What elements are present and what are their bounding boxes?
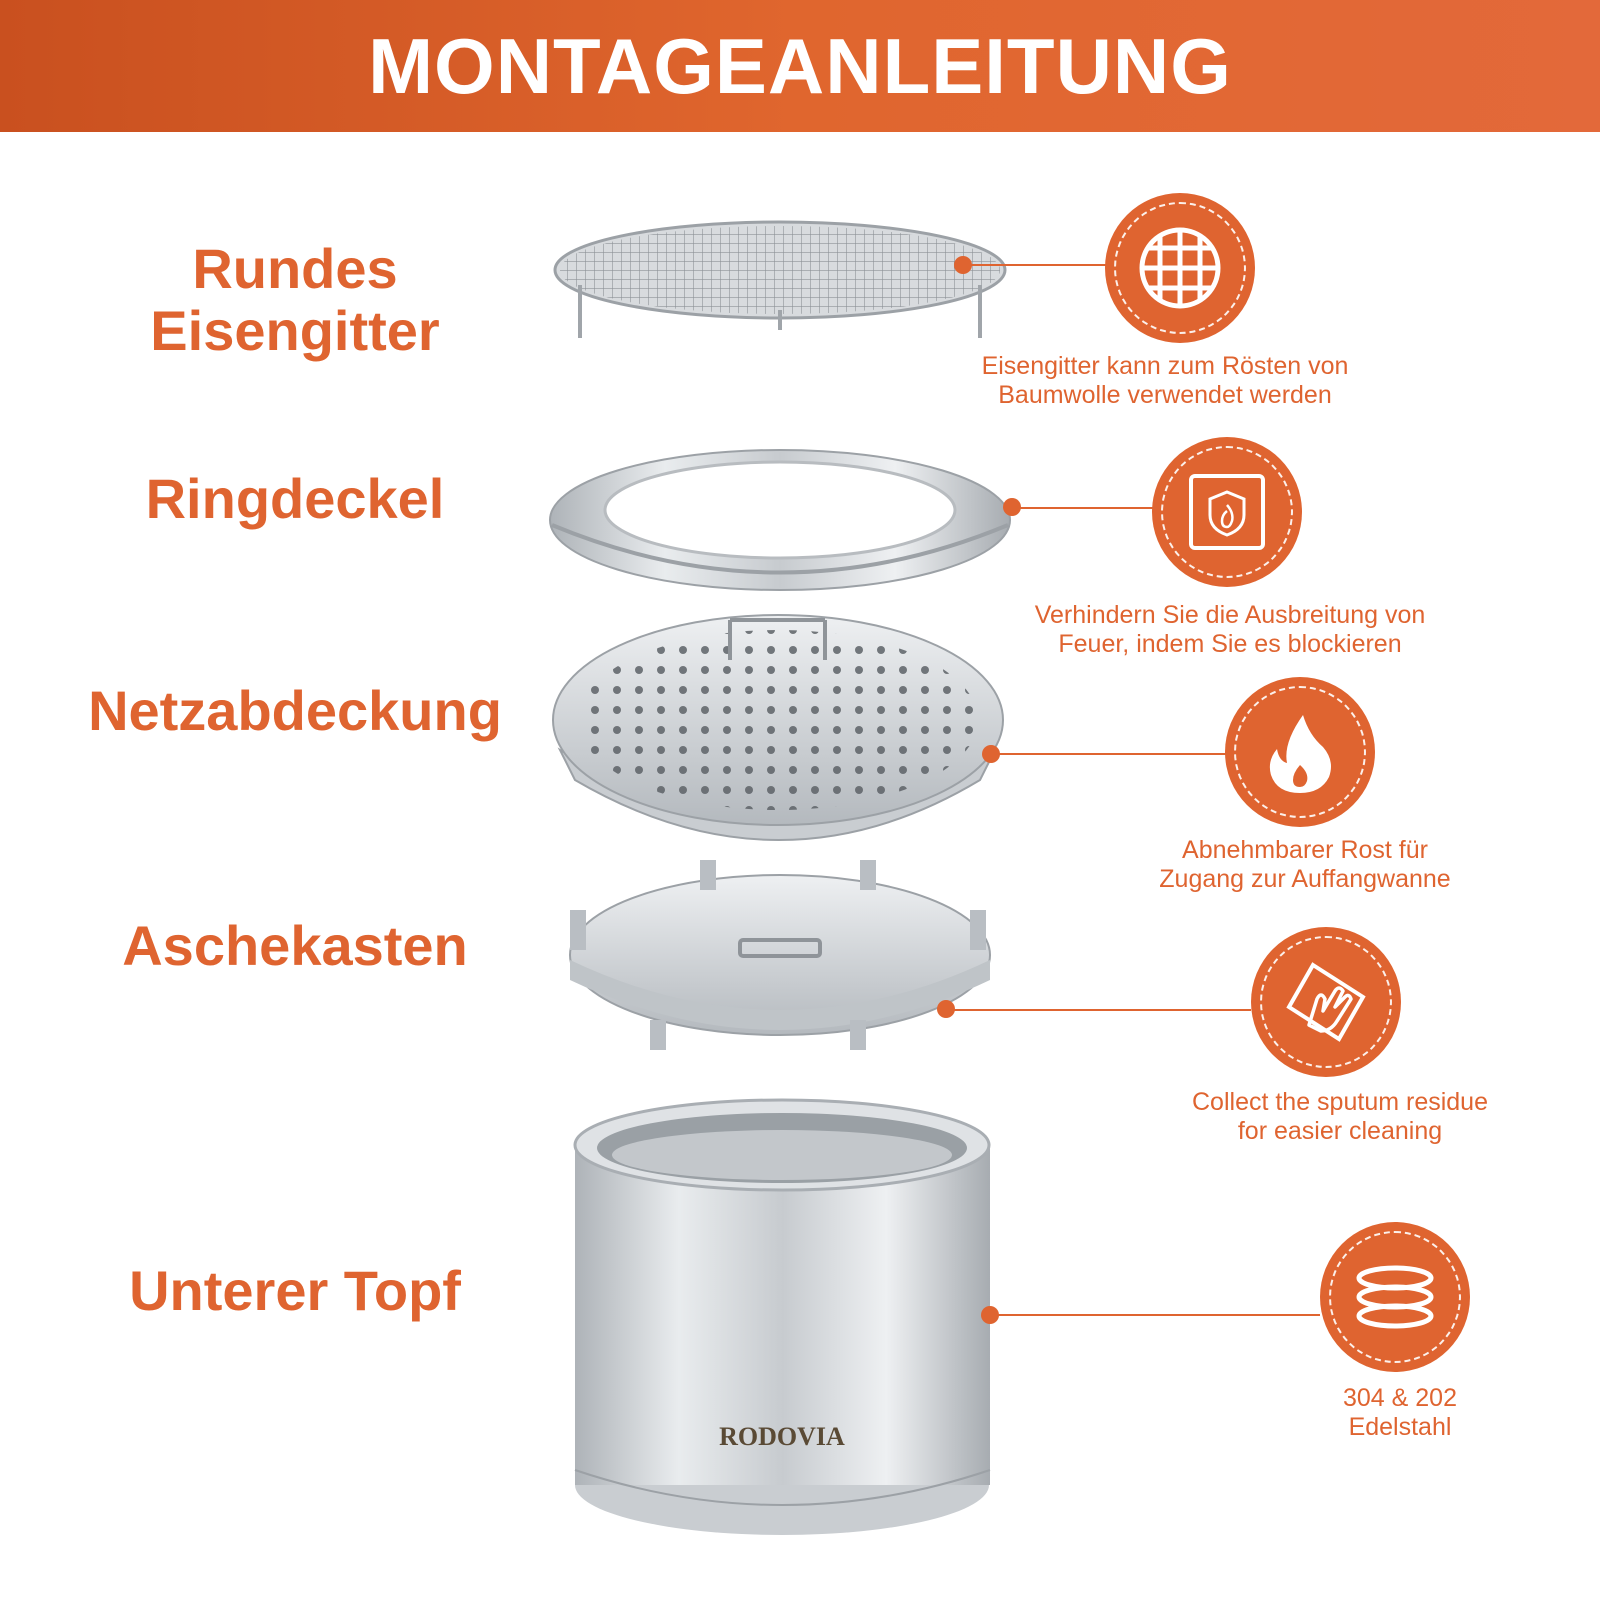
fire-shield-icon [1152, 437, 1302, 587]
header-banner [0, 0, 1600, 132]
ash-box-image [570, 860, 990, 1050]
desc-ring-lid: Verhindern Sie die Ausbreitung von Feuer, indem Sie es blockieren [1034, 601, 1426, 658]
flame-icon [1225, 677, 1375, 827]
connector-line-ash [946, 1009, 1251, 1011]
label-ash-box: Aschekasten [122, 914, 468, 977]
round-grate-image [555, 222, 1005, 338]
connector-line-ring [1012, 507, 1155, 509]
label-ring-lid: Ringdeckel [145, 467, 445, 530]
label-lower-pot: Unterer Topf [129, 1259, 461, 1322]
fire-pit-exploded-view [540, 180, 1020, 1540]
desc-ash-box: Collect the sputum residue for easier cleaning [1192, 1088, 1488, 1145]
label-round-grate: Rundes Eisengitter [150, 237, 440, 362]
page-title: MONTAGEANLEITUNG [368, 21, 1232, 110]
stacked-rings-icon [1320, 1222, 1470, 1372]
desc-round-grate: Eisengitter kann zum Rösten von Baumwolle verwendet werden [981, 352, 1349, 409]
desc-lower-pot: 304 & 202 Edelstahl [1343, 1384, 1457, 1441]
connector-line-mesh [991, 753, 1226, 755]
desc-mesh-cover: Abnehmbarer Rost für Zugang zur Auffangwanne [1159, 836, 1451, 893]
connector-line-grate [963, 264, 1110, 266]
hand-wipe-icon [1251, 927, 1401, 1077]
lower-pot-image [575, 1100, 990, 1535]
brand-logo: RODOVIA [719, 1422, 845, 1451]
mesh-cover-image [553, 615, 1003, 840]
connector-line-pot [990, 1314, 1320, 1316]
grill-grate-icon [1105, 193, 1255, 343]
label-mesh-cover: Netzabdeckung [88, 679, 502, 742]
ring-lid-image [550, 450, 1010, 590]
